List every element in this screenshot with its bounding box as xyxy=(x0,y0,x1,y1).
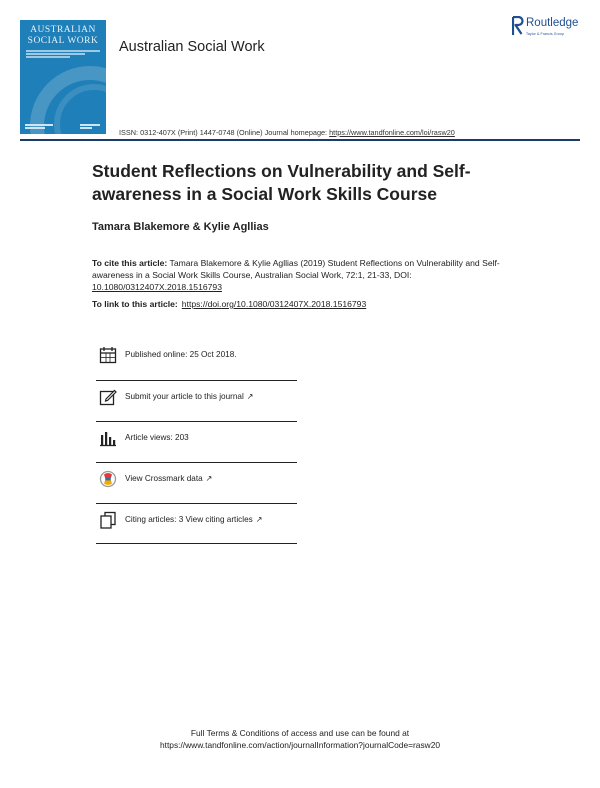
external-link-icon: ↗ xyxy=(255,515,263,524)
article-doi-url[interactable]: https://doi.org/10.1080/0312407X.2018.1516793 xyxy=(181,299,367,309)
submit-article-item[interactable] xyxy=(96,381,297,422)
article-views-text: Article views: 203 xyxy=(125,433,189,442)
cover-title-line-1: AUSTRALIAN xyxy=(30,25,96,35)
routledge-r-icon xyxy=(512,16,524,36)
citing-articles-item[interactable] xyxy=(96,504,297,545)
citation-block xyxy=(92,257,512,294)
citation-text: Tamara Blakemore & Kylie Agllias (2019) Student Reflections on Vulnerability and Self-awareness in a Social Work Skills Course, Australian Social Work, 72:1, 21-33, DOI: xyxy=(92,258,500,281)
citation-doi-link[interactable]: 10.1080/0312407X.2018.1516793 xyxy=(92,282,222,293)
submit-article-label[interactable]: Submit your article to this journal xyxy=(125,392,244,401)
publisher-logo xyxy=(512,16,592,42)
article-views-item xyxy=(96,422,297,463)
crossmark-icon xyxy=(99,470,117,488)
article-title: Student Reflections on Vulnerability and Self-awareness in a Social Work Skills Course xyxy=(92,161,471,204)
documents-icon xyxy=(99,511,117,529)
link-label: To link to this article: xyxy=(92,299,178,309)
submit-article-text[interactable] xyxy=(125,392,253,401)
crossmark-item[interactable] xyxy=(96,463,297,504)
crossmark-text[interactable] xyxy=(125,474,212,483)
edit-pencil-icon xyxy=(99,388,117,406)
header-divider xyxy=(20,139,580,141)
journal-cover xyxy=(20,20,106,134)
article-link-line xyxy=(92,299,366,309)
published-online-text: Published online: 25 Oct 2018. xyxy=(125,350,237,359)
crossmark-label[interactable]: View Crossmark data xyxy=(125,474,203,483)
bar-chart-icon xyxy=(99,429,117,447)
journal-name: Australian Social Work xyxy=(119,39,265,55)
footer-terms-text: Full Terms & Conditions of access and use can be found at xyxy=(190,728,410,738)
footer xyxy=(0,727,600,751)
cover-subtitle xyxy=(26,50,100,60)
citation-label: To cite this article: xyxy=(92,258,168,268)
publisher-tagline: Taylor & Francis Group xyxy=(526,32,564,36)
cover-logo-right xyxy=(80,124,100,130)
publisher-name: Routledge xyxy=(526,17,579,29)
issn-text: ISSN: 0312-407X (Print) 1447-0748 (Online) Journal homepage: xyxy=(119,128,328,137)
published-online-item xyxy=(96,339,297,380)
cover-logo-left xyxy=(25,124,53,130)
calendar-icon xyxy=(99,346,117,364)
journal-homepage-link[interactable]: https://www.tandfonline.com/loi/rasw20 xyxy=(329,128,455,137)
external-link-icon: ↗ xyxy=(246,392,254,401)
info-divider xyxy=(96,543,297,544)
cover-title xyxy=(20,25,106,47)
footer-terms-link[interactable]: https://www.tandfonline.com/action/journalInformation?journalCode=rasw20 xyxy=(159,740,441,750)
issn-line xyxy=(119,128,455,137)
citing-articles-label[interactable]: Citing articles: 3 View citing articles xyxy=(125,515,253,524)
citing-articles-text[interactable] xyxy=(125,515,262,524)
external-link-icon: ↗ xyxy=(205,474,213,483)
article-authors: Tamara Blakemore & Kylie Agllias xyxy=(92,221,269,233)
cover-title-line-2: SOCIAL WORK xyxy=(27,36,99,46)
